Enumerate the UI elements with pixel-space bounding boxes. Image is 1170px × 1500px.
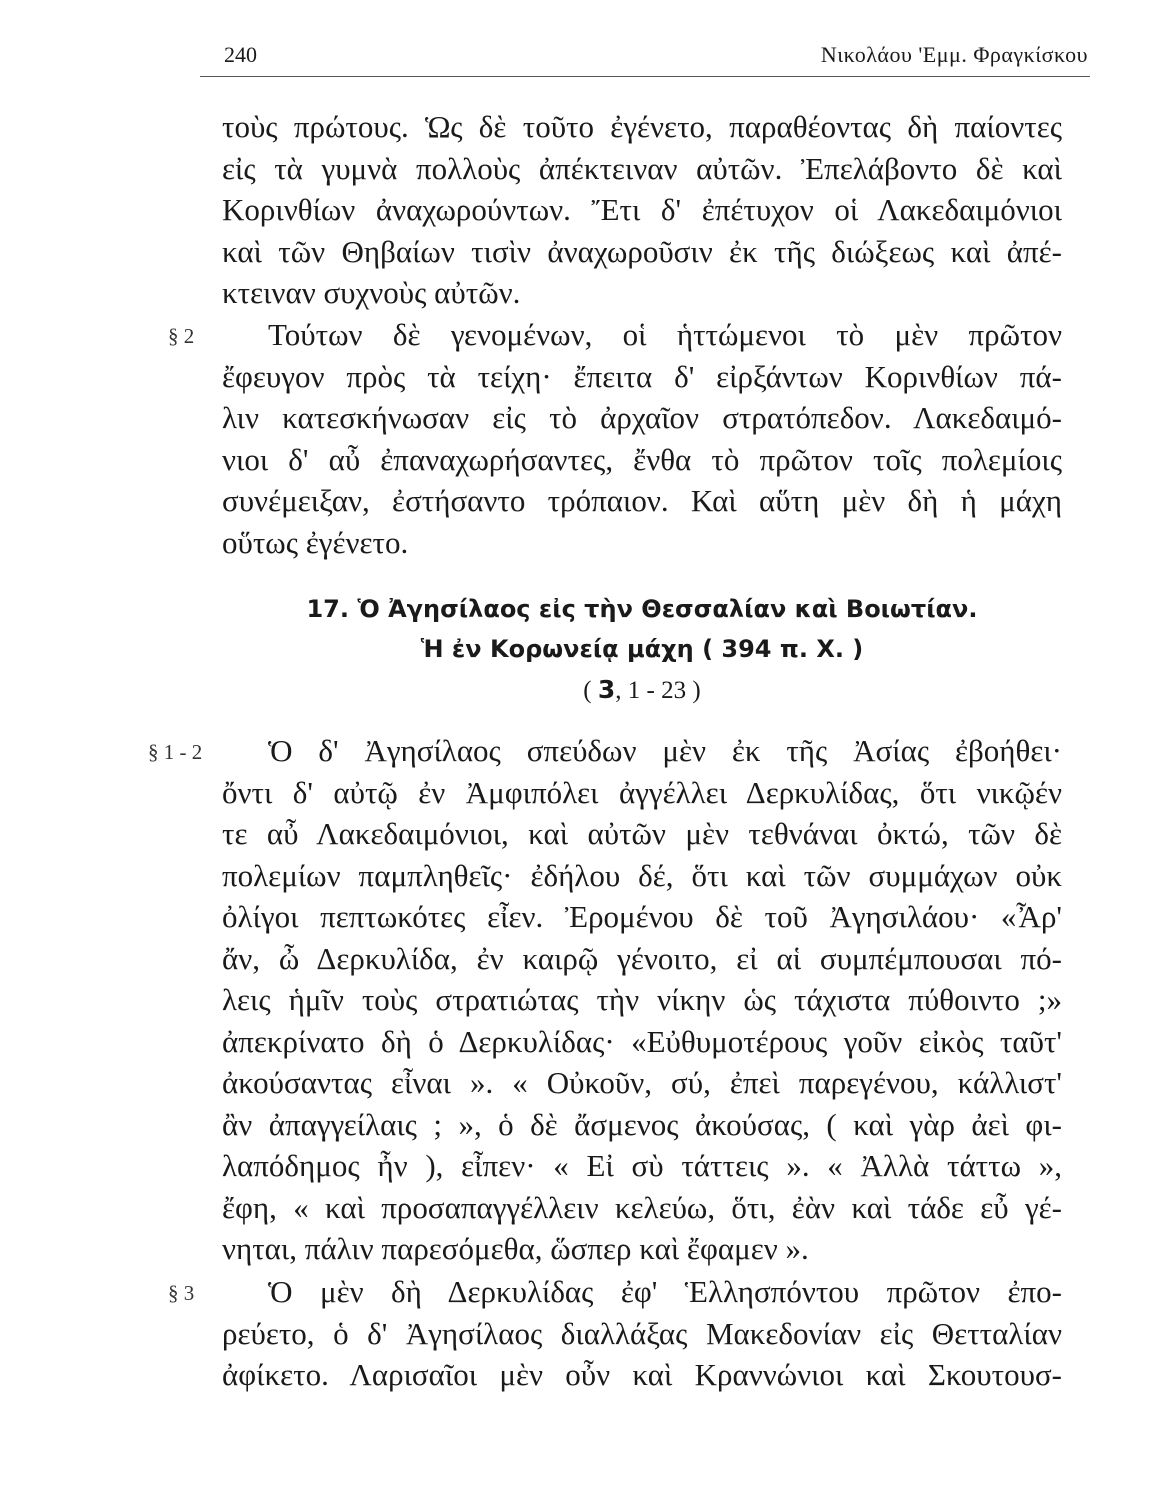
text-line: κτειναν συχνοὺς αὐτῶν. — [222, 275, 521, 310]
paragraph-continuation — [222, 106, 1062, 314]
chapter-title-line-1: 17. Ὁ Ἀγησίλαος εἰς τὴν Θεσσαλίαν καὶ Βοιωτίαν. — [306, 595, 978, 623]
ref-open: ( — [583, 677, 598, 704]
running-head: Νικολάου 'Εμμ. Φραγκίσκου — [820, 42, 1088, 67]
text-line: Τούτων δὲ γενομένων, οἱ ἡττώμενοι τὸ μὲν πρῶτον — [268, 317, 1062, 352]
text-line: ρεύετο, ὁ δ' Ἀγησίλαος διαλλάξας Μακεδονίαν εἰς Θετταλίαν — [222, 1315, 1062, 1351]
text-line: πολεμίων παμπληθεῖς· ἐδήλου δέ, ὅτι καὶ τῶν συμμάχων οὐκ — [222, 857, 1062, 893]
text-line: οὕτως ἐγένετο. — [222, 524, 409, 560]
paragraph-section-3 — [222, 1271, 1062, 1396]
text-line: Ὁ δ' Ἀγησίλαος σπεύδων μὲν ἐκ τῆς Ἀσίας ἐβοήθει· — [268, 733, 1062, 768]
text-line: Ὁ μὲν δὴ Δερκυλίδας ἐφ' Ἑλλησπόντου πρῶτον ἐπο- — [268, 1274, 1062, 1309]
text-line: τοὺς πρώτους. Ὡς δὲ τοῦτο ἐγένετο, παραθέοντας δὴ παίοντες — [222, 109, 1062, 144]
text-line: λεις ἡμῖν τοὺς στρατιώτας τὴν νίκην ὡς τάχιστα πύθοιντο ;» — [222, 982, 1062, 1017]
text-line: τε αὖ Λακεδαιμόνιοι, καὶ αὐτῶν μὲν τεθνάναι ὀκτώ, τῶν δὲ — [222, 816, 1062, 851]
ref-book: 3 — [597, 675, 616, 704]
text-line: εἰς τὰ γυμνὰ πολλοὺς ἀπέκτειναν αὐτῶν. Ἐπελάβοντο δὲ καὶ — [222, 150, 1062, 186]
text-line: ἀπεκρίνατο δὴ ὁ Δερκυλίδας· «Εὐθυμοτέρους γοῦν εἰκὸς ταῦτ' — [222, 1023, 1062, 1059]
text-line: καὶ τῶν Θηβαίων τισὶν ἀναχωροῦσιν ἐκ τῆς διώξεως καὶ ἀπέ- — [222, 233, 1062, 269]
text-line: νιοι δ' αὖ ἐπαναχωρήσαντες, ἔνθα τὸ πρῶτον τοῖς πολεμίοις — [222, 441, 1062, 477]
page-header — [200, 36, 1090, 77]
text-line: Κορινθίων ἀναχωρούντων. Ἔτι δ' ἐπέτυχον οἱ Λακεδαιμόνιοι — [222, 192, 1062, 227]
text-line: ἀκούσαντας εἶναι ». « Οὐκοῦν, σύ, ἐπεὶ παρεγένου, κάλλιστ' — [222, 1065, 1062, 1100]
text-line: ἔφευγον πρὸς τὰ τείχη· ἔπειτα δ' εἰρξάντων Κορινθίων πά- — [222, 358, 1062, 394]
text-line: ἂν ἀπαγγείλαις ; », ὁ δὲ ἄσμενος ἀκούσας, ( καὶ γὰρ ἀεὶ φι- — [222, 1106, 1062, 1142]
paragraph-section-1-2 — [222, 730, 1062, 1270]
text-line: συνέμειξαν, ἐστήσαντο τρόπαιον. Καὶ αὕτη μὲν δὴ ἡ μάχη — [222, 483, 1062, 518]
text-line: νηται, πάλιν παρεσόμεθα, ὥσπερ καὶ ἔφαμεν ». — [222, 1231, 809, 1266]
paragraph-section-2 — [222, 314, 1062, 563]
text-line: λαπόδημος ἦν ), εἶπεν· « Εἰ σὺ τάττεις ». « Ἀλλὰ τάττω », — [222, 1148, 1062, 1183]
text-line: ἀφίκετο. Λαρισαῖοι μὲν οὖν καὶ Κραννώνιοι καὶ Σκουτουσ- — [222, 1357, 1062, 1392]
page-number: 240 — [224, 42, 257, 67]
text-line: ἄν, ὦ Δερκυλίδα, ἐν καιρῷ γένοιτο, εἰ αἱ συμπέμπουσαι πό- — [222, 940, 1062, 976]
text-line: ὄντι δ' αὐτῷ ἐν Ἀμφιπόλει ἀγγέλλει Δερκυλίδας, ὅτι νικῷέν — [222, 774, 1062, 810]
chapter-title-line-2: Ἡ ἐν Κορωνείᾳ μάχη ( 394 π. Χ. ) — [420, 635, 864, 663]
chapter-reference — [222, 671, 1062, 710]
text-line: ὀλίγοι πεπτωκότες εἶεν. Ἐρομένου δὲ τοῦ Ἀγησιλάου· «Ἆρ' — [222, 899, 1062, 934]
ref-rest: , 1 - 23 ) — [615, 677, 701, 704]
section-marker: § 3 — [168, 1281, 195, 1305]
text-line: ἔφη, « καὶ προσαπαγγέλλειν κελεύω, ὅτι, ἐὰν καὶ τάδε εὖ γέ- — [222, 1189, 1062, 1225]
section-marker: § 1 - 2 — [148, 740, 203, 764]
text-line: λιν κατεσκήνωσαν εἰς τὸ ἀρχαῖον στρατόπεδον. Λακεδαιμό- — [222, 400, 1062, 435]
section-marker: § 2 — [168, 324, 195, 348]
